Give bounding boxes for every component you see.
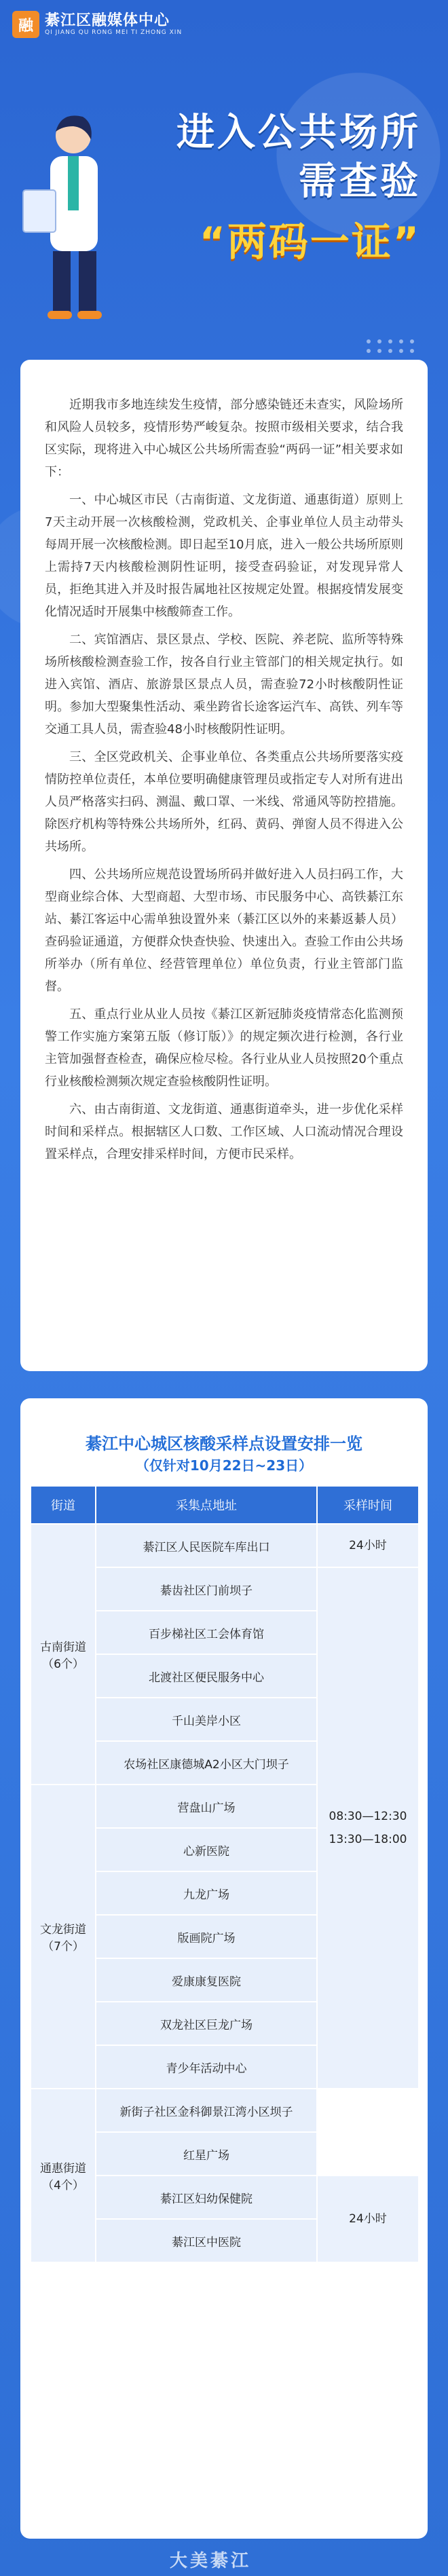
table-row — [31, 2089, 419, 2132]
logo-mark: 融 — [12, 11, 39, 38]
site-cell: 红星广场 — [96, 2132, 317, 2176]
logo-name: 綦江区融媒体中心 — [45, 12, 170, 29]
site-cell: 北渡社区便民服务中心 — [96, 1654, 317, 1698]
site-cell: 綦齿社区门前坝子 — [96, 1567, 317, 1611]
hero-line-2: 需查验 — [299, 160, 421, 204]
watermark: 大美綦江 — [170, 2551, 252, 2571]
decorative-dots — [367, 339, 415, 353]
notice-paragraph: 一、中心城区市民（古南街道、文龙街道、通惠街道）原则上7天主动开展一次核酸检测，党政机关、企事业单位人员主动带头每周开展一次核酸检测。即日起至10月底，进入一般公共场所原则上需持7天内核酸检测阴性证明，接受查码验证，对发现异常人员，拒绝其进入并及时报告属地社区按规定处置。根据疫情发展变化情况适时开展集中核酸筛查工作。 — [45, 493, 403, 619]
site-cell: 九龙广场 — [96, 1871, 317, 1915]
header-site: 采集点地址 — [96, 1486, 317, 1524]
site-cell: 青少年活动中心 — [96, 2045, 317, 2089]
table-title: 綦江中心城区核酸采样点设置安排一览 — [86, 1434, 362, 1453]
site-cell: 农场社区康德城A2小区大门坝子 — [96, 1741, 317, 1785]
sampling-table-card — [20, 1398, 428, 2539]
hero-line-3: “两码一证” — [199, 219, 421, 265]
notice-card — [20, 360, 428, 1371]
time-cell: 24小时 — [317, 2176, 419, 2262]
street-cell: 文龙街道 （7个） — [31, 1785, 96, 2089]
logo-pinyin: QI JIANG QU RONG MEI TI ZHONG XIN — [45, 29, 183, 36]
notice-paragraph: 二、宾馆酒店、景区景点、学校、医院、养老院、监所等特殊场所核酸检测查验工作，按各自行业主管部门的相关规定执行。如进入宾馆、酒店、旅游景区景点人员，需查验72小时核酸阴性证明。参加大型聚集性活动、乘坐跨省长途客运汽车、高铁、列车等交通工具人员，需查验48小时核酸阴性证明。 — [45, 633, 403, 736]
doctor-illustration — [20, 109, 115, 326]
header-time: 采样时间 — [317, 1486, 419, 1524]
sampling-table — [30, 1485, 419, 2263]
site-cell: 千山美岸小区 — [96, 1698, 317, 1741]
notice-paragraph: 五、重点行业从业人员按《綦江区新冠肺炎疫情常态化监测预警工作实施方案第五版（修订版）》的规定频次进行检测，各行业主管加强督查检查，确保应检尽检。各行业从业人员按照20个重点行业核酸检测频次规定查验核酸阴性证明。 — [45, 1007, 403, 1089]
site-cell: 綦江区人民医院车库出口 — [96, 1524, 317, 1567]
notice-paragraph: 六、由古南街道、文龙街道、通惠街道牵头，进一步优化采样时间和采样点。根据辖区人口数、工作区域、人口流动情况合理设置采样点，合理安排采样时间，方便市民采样。 — [45, 1102, 403, 1161]
table-subtitle: （仅针对10月22日~23日） — [135, 1457, 313, 1474]
street-cell: 古南街道 （6个） — [31, 1524, 96, 1785]
header-street: 街道 — [31, 1486, 96, 1524]
site-cell: 百步梯社区工会体育馆 — [96, 1611, 317, 1654]
hero-title — [176, 109, 421, 269]
site-cell: 爱康康复医院 — [96, 1958, 317, 2002]
table-header-row — [31, 1486, 419, 1524]
street-cell: 通惠街道 （4个） — [31, 2089, 96, 2262]
site-cell: 双龙社区巨龙广场 — [96, 2002, 317, 2045]
notice-paragraph: 近期我市多地连续发生疫情，部分感染链还未查实，风险场所和风险人员较多，疫情形势严峻复杂。按照市级相关要求，结合我区实际，现将进入中心城区公共场所需查验“两码一证”相关要求如下： — [45, 398, 403, 479]
logo — [12, 11, 182, 38]
site-cell: 心新医院 — [96, 1828, 317, 1871]
time-cell: 08:30—12:30 13:30—18:00 — [317, 1567, 419, 2089]
hero-line-1: 进入公共场所 — [176, 111, 421, 155]
site-cell: 新街子社区金科御景江湾小区坝子 — [96, 2089, 317, 2132]
notice-paragraph: 四、公共场所应规范设置场所码并做好进入人员扫码工作，大型商业综合体、大型商超、大型市场、市民服务中心、高铁綦江东站、綦江客运中心需单独设置外来（綦江区以外的来綦返綦人员）查码验证通道，方便群众快查快验、快速出入。查验工作由公共场所举办（所有单位、经营管理单位）单位负责，行业主管部门监督。 — [45, 867, 403, 994]
notice-paragraph: 三、全区党政机关、企事业单位、各类重点公共场所要落实疫情防控单位责任，本单位要明确健康管理员或指定专人对所有进出人员严格落实扫码、测温、戴口罩、一米线、常通风等防控措施。除医疗机构等特殊公共场所外，红码、黄码、弹窗人员不得进入公共场所。 — [45, 750, 403, 854]
site-cell: 版画院广场 — [96, 1915, 317, 1958]
table-row — [31, 1524, 419, 1567]
site-cell: 綦江区妇幼保健院 — [96, 2176, 317, 2219]
site-cell: 綦江区中医院 — [96, 2219, 317, 2262]
site-cell: 营盘山广场 — [96, 1785, 317, 1828]
hero-banner — [0, 48, 448, 346]
time-cell: 24小时 — [317, 1524, 419, 1567]
